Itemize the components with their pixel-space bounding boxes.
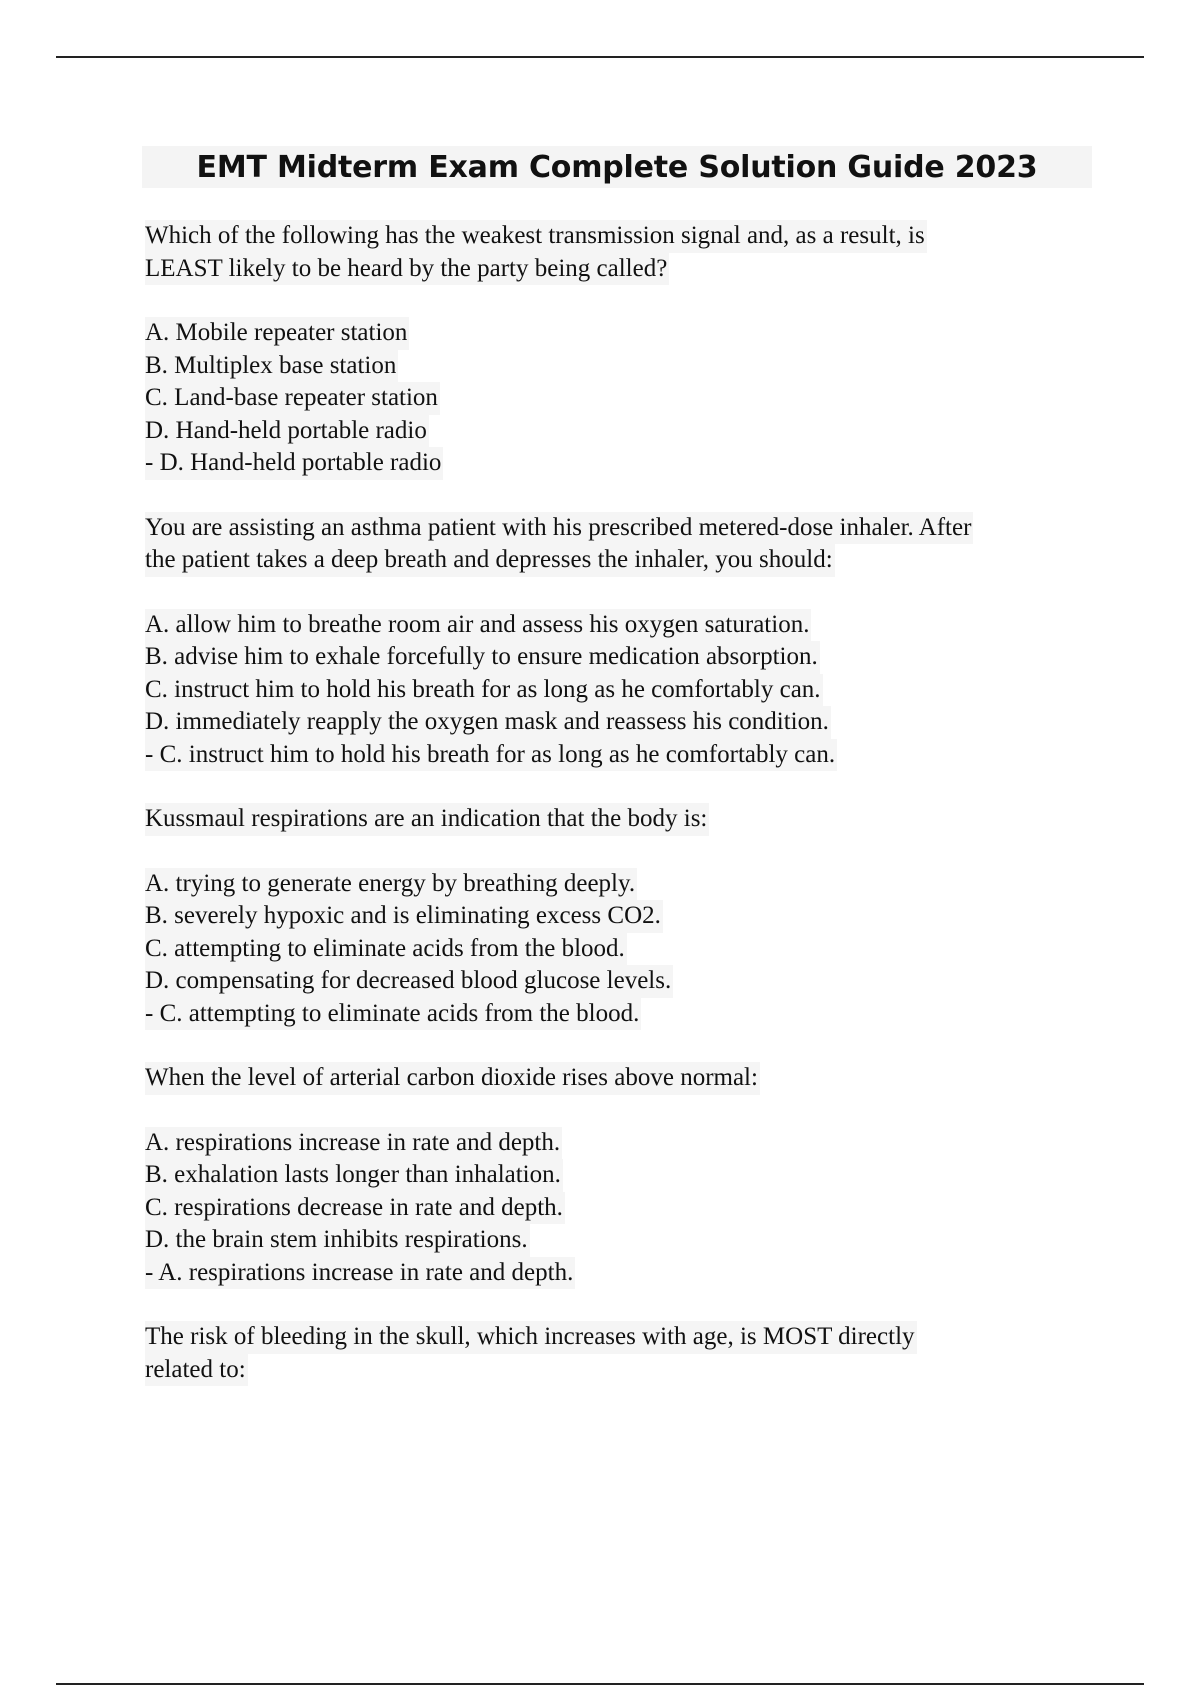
question-4: [145, 1062, 1095, 1289]
question-4-prompt-line-1: When the level of arterial carbon dioxide rises above normal:: [145, 1062, 760, 1095]
question-1-option-a: A. Mobile repeater station: [145, 317, 409, 350]
question-2-prompt-line-1: You are assisting an asthma patient with his prescribed metered-dose inhaler. After: [145, 512, 973, 545]
question-5-prompt-line-2: related to:: [145, 1354, 248, 1387]
question-2: [145, 512, 1095, 772]
question-4-option-a: A. respirations increase in rate and depth.: [145, 1127, 562, 1160]
header-rule: [56, 56, 1144, 58]
question-1-prompt-line-2: LEAST likely to be heard by the party being called?: [145, 253, 669, 286]
question-4-option-c: C. respirations decrease in rate and depth.: [145, 1192, 565, 1225]
question-1: [145, 220, 1095, 480]
question-3-option-c: C. attempting to eliminate acids from the blood.: [145, 933, 627, 966]
title-band: [142, 146, 1092, 188]
question-3-option-a: A. trying to generate energy by breathing deeply.: [145, 868, 637, 901]
question-3-option-d: D. compensating for decreased blood glucose levels.: [145, 965, 673, 998]
question-2-prompt-line-2: the patient takes a deep breath and depresses the inhaler, you should:: [145, 544, 835, 577]
question-2-option-a: A. allow him to breathe room air and assess his oxygen saturation.: [145, 609, 811, 642]
question-2-option-c: C. instruct him to hold his breath for as long as he comfortably can.: [145, 674, 823, 707]
document-body: [145, 220, 1095, 1386]
question-2-answer: - C. instruct him to hold his breath for as long as he comfortably can.: [145, 739, 837, 772]
question-1-answer: - D. Hand-held portable radio: [145, 447, 443, 480]
question-2-option-b: B. advise him to exhale forcefully to ensure medication absorption.: [145, 641, 820, 674]
question-1-option-d: D. Hand-held portable radio: [145, 415, 429, 448]
question-3-option-b: B. severely hypoxic and is eliminating excess CO2.: [145, 900, 663, 933]
question-2-option-d: D. immediately reapply the oxygen mask and reassess his condition.: [145, 706, 831, 739]
question-5: [145, 1321, 1095, 1386]
question-5-prompt-line-1: The risk of bleeding in the skull, which increases with age, is MOST directly: [145, 1321, 917, 1354]
question-3-prompt-line-1: Kussmaul respirations are an indication that the body is:: [145, 803, 709, 836]
footer-rule: [56, 1683, 1144, 1685]
question-4-option-d: D. the brain stem inhibits respirations.: [145, 1224, 530, 1257]
question-1-option-c: C. Land-base repeater station: [145, 382, 440, 415]
question-1-option-b: B. Multiplex base station: [145, 350, 398, 383]
question-3-answer: - C. attempting to eliminate acids from the blood.: [145, 998, 641, 1031]
question-4-answer: - A. respirations increase in rate and depth.: [145, 1257, 575, 1290]
document-title: EMT Midterm Exam Complete Solution Guide 2023: [196, 149, 1038, 185]
question-3: [145, 803, 1095, 1030]
question-4-option-b: B. exhalation lasts longer than inhalation.: [145, 1159, 563, 1192]
question-1-prompt-line-1: Which of the following has the weakest transmission signal and, as a result, is: [145, 220, 927, 253]
